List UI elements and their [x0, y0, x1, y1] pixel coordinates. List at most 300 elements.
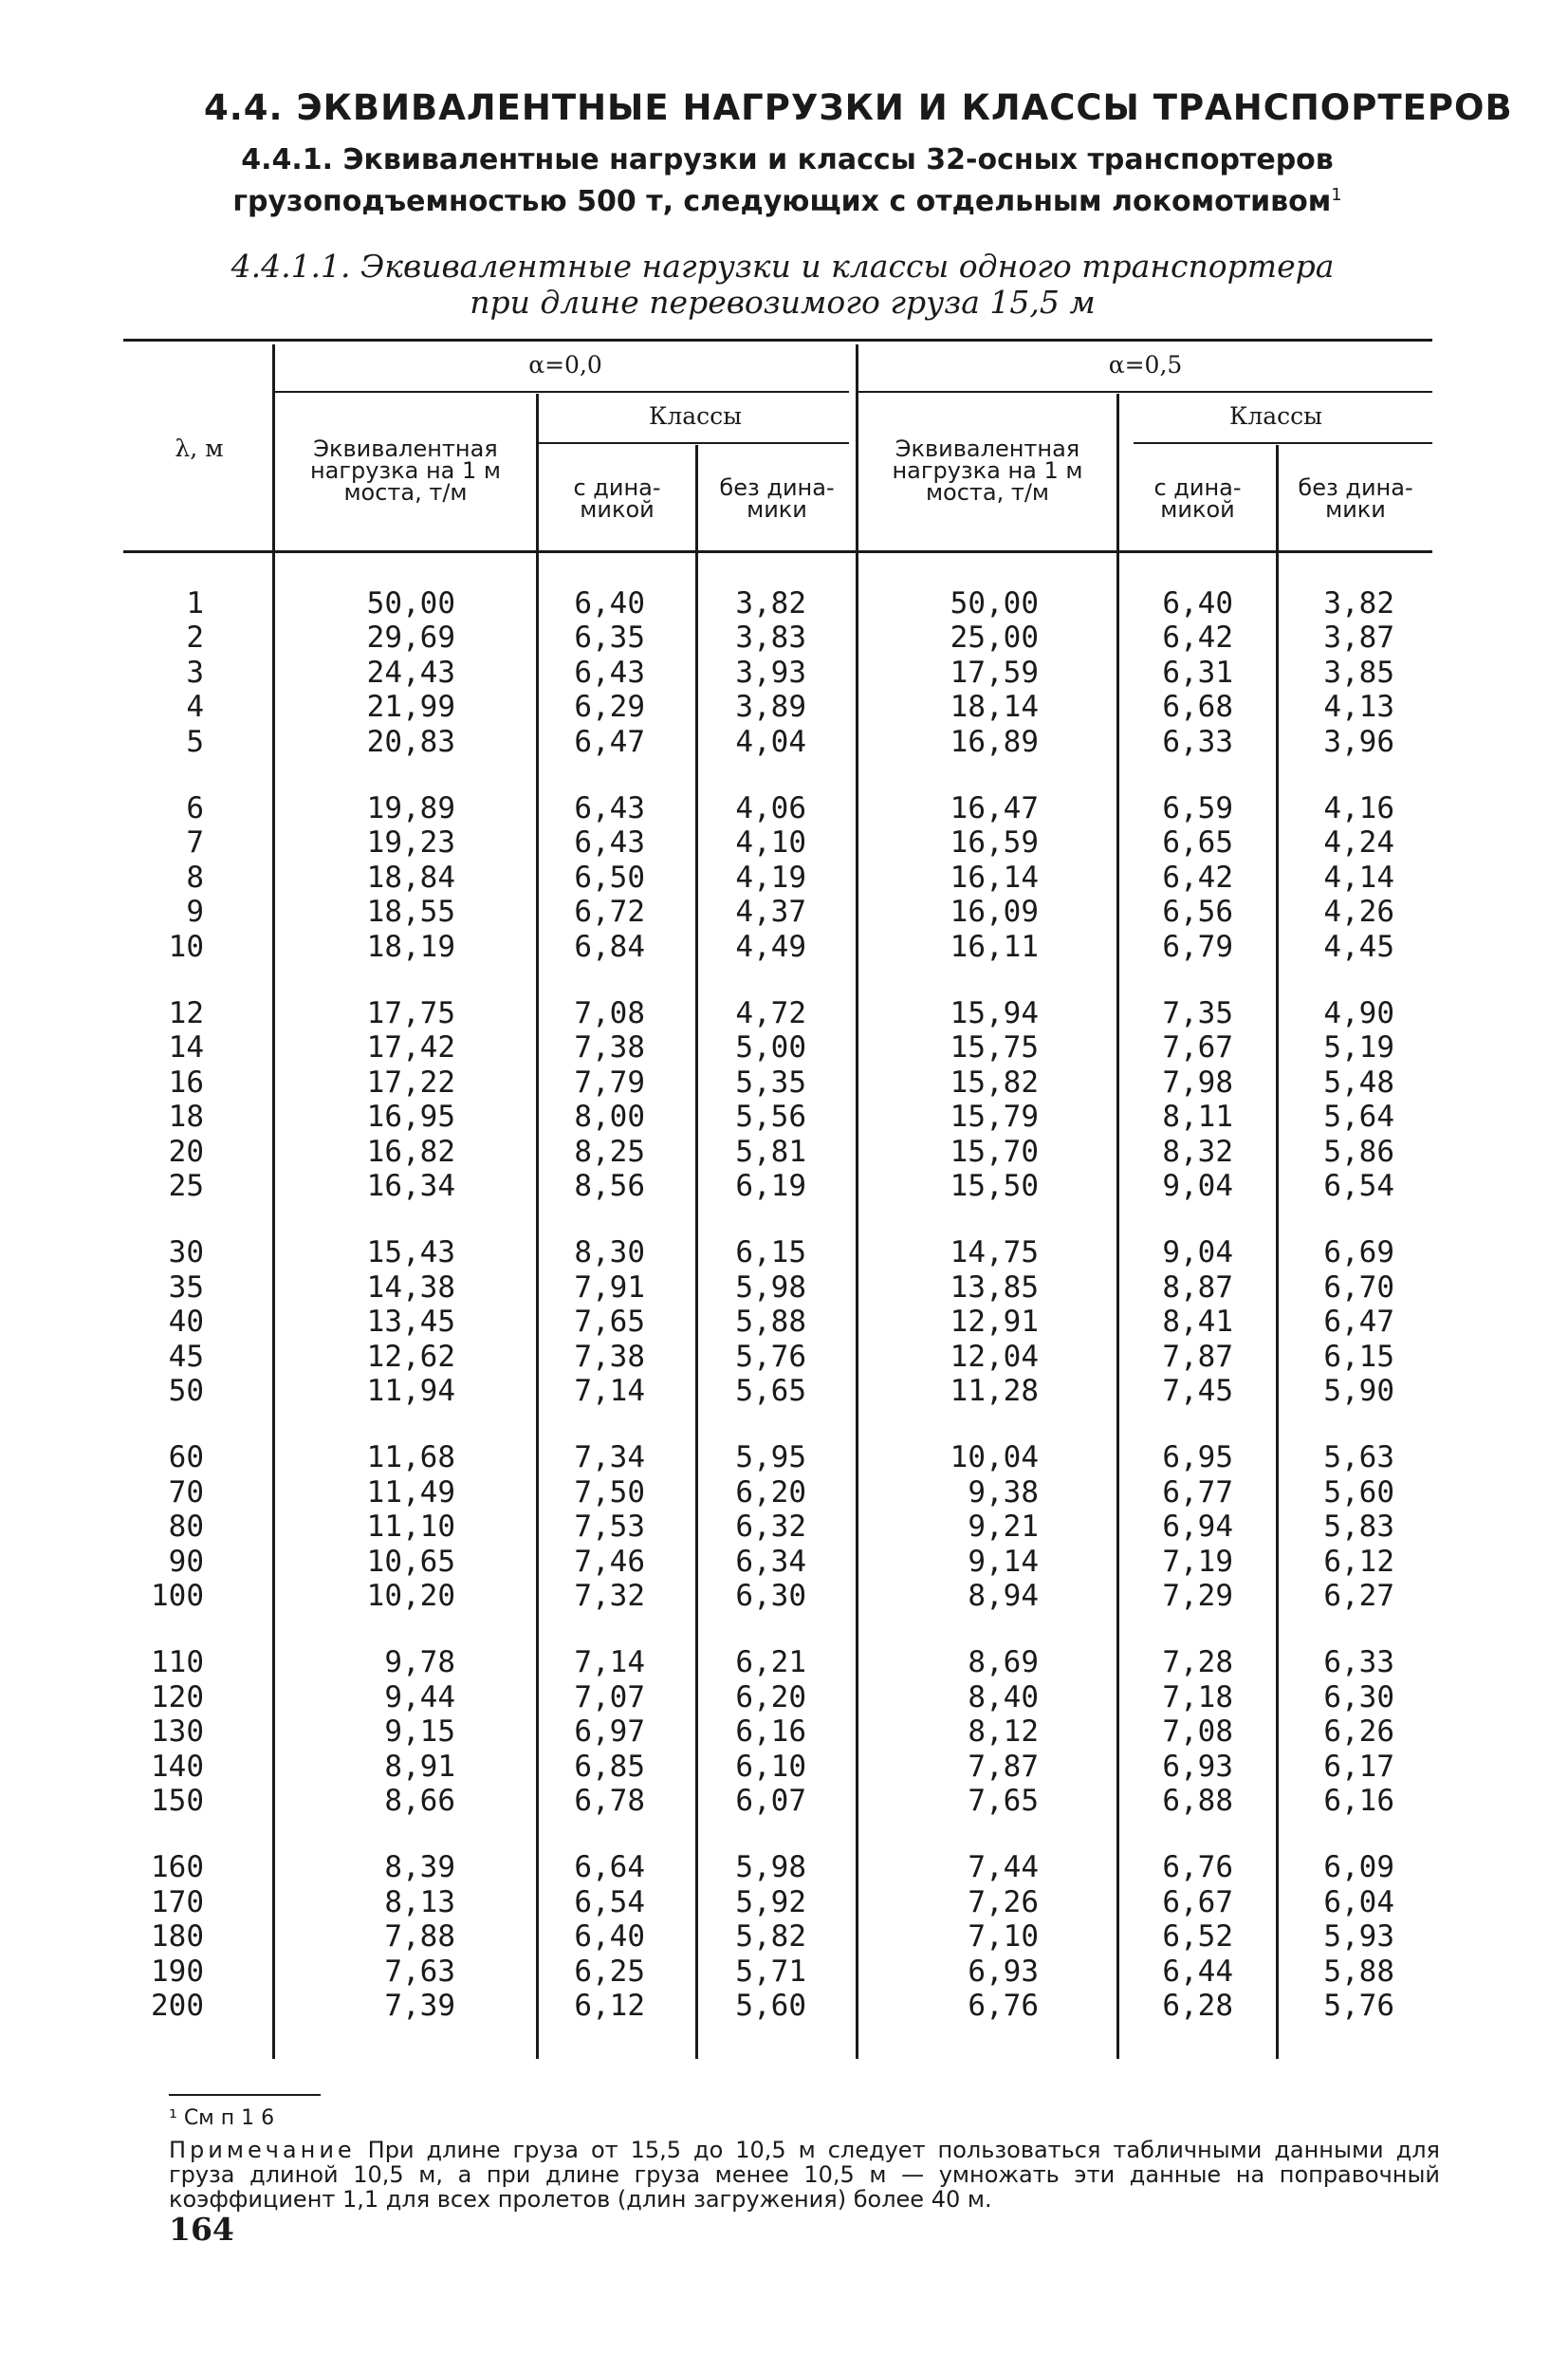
- cell-without-dyn-alpha0: 6,34: [735, 1544, 806, 1579]
- subsection-title-line1: 4.4.1. Эквивалентные нагрузки и классы 32-осных транспортеров: [241, 143, 1334, 176]
- cell-load-alpha0: 13,45: [366, 1305, 455, 1340]
- cell-lambda: 110: [151, 1645, 204, 1680]
- cell-without-dyn-alpha05: 5,83: [1323, 1510, 1394, 1545]
- cell-without-dyn-alpha05: 4,24: [1323, 825, 1394, 861]
- cell-with-dyn-alpha05: 6,68: [1162, 690, 1233, 725]
- cell-without-dyn-alpha05: 3,87: [1323, 621, 1394, 656]
- cell-with-dyn-alpha05: 6,33: [1162, 724, 1233, 759]
- cell-without-dyn-alpha0: 3,93: [735, 655, 806, 690]
- header-bottom-rule: [123, 550, 1432, 553]
- table-caption-line2: при длине перевозимого груза 15,5 м: [470, 284, 1096, 321]
- cell-without-dyn-alpha0: 5,65: [735, 1374, 806, 1408]
- cell-with-dyn-alpha0: 7,08: [574, 996, 645, 1030]
- header-equiv-load-05-line1: Эквивалентная: [895, 435, 1080, 462]
- cell-load-alpha05: 8,94: [968, 1579, 1039, 1613]
- cell-lambda: 3: [186, 655, 204, 690]
- cell-with-dyn-alpha05: 9,04: [1162, 1169, 1233, 1203]
- cell-without-dyn-alpha05: 5,93: [1323, 1919, 1394, 1955]
- cell-without-dyn-alpha05: 6,16: [1323, 1784, 1394, 1818]
- cell-load-alpha0: 11,94: [366, 1374, 455, 1408]
- cell-with-dyn-alpha0: 6,78: [574, 1784, 645, 1818]
- cell-load-alpha0: 7,63: [384, 1954, 455, 1989]
- cell-without-dyn-alpha05: 6,69: [1323, 1235, 1394, 1270]
- cell-with-dyn-alpha0: 6,29: [574, 690, 645, 725]
- cell-without-dyn-alpha0: 4,19: [735, 860, 806, 895]
- cell-without-dyn-alpha0: 4,04: [735, 724, 806, 759]
- header-with-dyn-05: [1119, 474, 1276, 523]
- cell-load-alpha0: 9,15: [384, 1714, 455, 1750]
- cell-with-dyn-alpha0: 8,00: [574, 1100, 645, 1135]
- header-without-dyn-0-line2: мики: [747, 496, 807, 523]
- cell-without-dyn-alpha05: 5,88: [1323, 1954, 1394, 1989]
- cell-load-alpha05: 25,00: [950, 621, 1039, 656]
- cell-lambda: 20: [168, 1134, 204, 1169]
- cell-without-dyn-alpha0: 5,95: [735, 1440, 806, 1475]
- cell-without-dyn-alpha05: 4,26: [1323, 895, 1394, 930]
- cell-lambda: 190: [151, 1954, 204, 1989]
- cell-without-dyn-alpha05: 6,26: [1323, 1714, 1394, 1750]
- cell-load-alpha0: 7,88: [384, 1919, 455, 1955]
- header-without-dyn-05-line1: без дина-: [1298, 474, 1413, 501]
- cell-lambda: 5: [186, 724, 204, 759]
- cell-without-dyn-alpha0: 5,60: [735, 1989, 806, 2023]
- cell-with-dyn-alpha05: 7,67: [1162, 1030, 1233, 1065]
- cell-with-dyn-alpha05: 6,67: [1162, 1884, 1233, 1919]
- cell-without-dyn-alpha05: 3,82: [1323, 586, 1394, 621]
- cell-with-dyn-alpha0: 7,14: [574, 1374, 645, 1408]
- cell-without-dyn-alpha05: 4,13: [1323, 690, 1394, 725]
- cell-load-alpha0: 19,23: [366, 825, 455, 861]
- cell-with-dyn-alpha05: 6,93: [1162, 1749, 1233, 1784]
- cell-with-dyn-alpha0: 7,34: [574, 1440, 645, 1475]
- cell-without-dyn-alpha0: 6,07: [735, 1784, 806, 1818]
- cell-with-dyn-alpha0: 8,30: [574, 1235, 645, 1270]
- cell-load-alpha0: 7,39: [384, 1989, 455, 2023]
- cell-load-alpha0: 17,42: [366, 1030, 455, 1065]
- cell-without-dyn-alpha05: 6,54: [1323, 1169, 1394, 1203]
- cell-without-dyn-alpha0: 5,82: [735, 1919, 806, 1955]
- cell-without-dyn-alpha0: 5,56: [735, 1100, 806, 1135]
- cell-lambda: 12: [168, 996, 204, 1030]
- cell-without-dyn-alpha0: 4,06: [735, 791, 806, 825]
- cell-load-alpha05: 11,28: [950, 1374, 1039, 1408]
- cell-with-dyn-alpha0: 7,14: [574, 1645, 645, 1680]
- cell-load-alpha05: 6,93: [968, 1954, 1039, 1989]
- footnote: ¹ См п 1 6: [169, 2106, 275, 2130]
- cell-lambda: 120: [151, 1679, 204, 1714]
- cell-load-alpha0: 9,44: [384, 1679, 455, 1714]
- cell-load-alpha0: 10,65: [366, 1544, 455, 1579]
- header-equiv-load-05-line2: нагрузка на 1 м: [892, 457, 1083, 484]
- cell-load-alpha05: 10,04: [950, 1440, 1039, 1475]
- cell-load-alpha05: 15,79: [950, 1100, 1039, 1135]
- cell-with-dyn-alpha0: 6,85: [574, 1749, 645, 1784]
- cell-without-dyn-alpha05: 5,90: [1323, 1374, 1394, 1408]
- cell-lambda: 70: [168, 1474, 204, 1510]
- cell-load-alpha05: 15,75: [950, 1030, 1039, 1065]
- cell-with-dyn-alpha05: 6,76: [1162, 1850, 1233, 1885]
- cell-load-alpha05: 16,14: [950, 860, 1039, 895]
- cell-load-alpha05: 7,87: [968, 1749, 1039, 1784]
- cell-with-dyn-alpha05: 6,56: [1162, 895, 1233, 930]
- header-with-dyn-05-line1: с дина-: [1153, 474, 1242, 501]
- header-equiv-load-0: [280, 435, 531, 506]
- cell-without-dyn-alpha0: 4,49: [735, 929, 806, 964]
- cell-load-alpha05: 15,70: [950, 1134, 1039, 1169]
- cell-with-dyn-alpha05: 6,44: [1162, 1954, 1233, 1989]
- header-with-dyn-0-line2: микой: [580, 496, 655, 523]
- cell-load-alpha0: 8,13: [384, 1884, 455, 1919]
- cell-lambda: 2: [186, 621, 204, 656]
- cell-load-alpha05: 16,47: [950, 791, 1039, 825]
- header-alpha05: α=0,5: [1108, 351, 1183, 379]
- cell-without-dyn-alpha0: 3,89: [735, 690, 806, 725]
- header-classes-0: Классы: [648, 402, 743, 430]
- cell-with-dyn-alpha0: 6,12: [574, 1989, 645, 2023]
- cell-with-dyn-alpha05: 7,87: [1162, 1339, 1233, 1374]
- cell-load-alpha05: 7,10: [968, 1919, 1039, 1955]
- cell-lambda: 4: [186, 690, 204, 725]
- cell-with-dyn-alpha05: 7,35: [1162, 996, 1233, 1030]
- cell-load-alpha05: 7,65: [968, 1784, 1039, 1818]
- cell-without-dyn-alpha0: 3,82: [735, 586, 806, 621]
- header-with-dyn-05-line2: микой: [1160, 496, 1235, 523]
- cell-lambda: 50: [168, 1374, 204, 1408]
- cell-with-dyn-alpha05: 6,42: [1162, 621, 1233, 656]
- cell-without-dyn-alpha05: 4,16: [1323, 791, 1394, 825]
- header-without-dyn-05: [1279, 474, 1432, 523]
- cell-without-dyn-alpha05: 3,85: [1323, 655, 1394, 690]
- cell-load-alpha0: 17,75: [366, 996, 455, 1030]
- cell-without-dyn-alpha05: 6,33: [1323, 1645, 1394, 1680]
- cell-with-dyn-alpha0: 6,72: [574, 895, 645, 930]
- cell-load-alpha05: 50,00: [950, 586, 1039, 621]
- cell-load-alpha05: 8,40: [968, 1679, 1039, 1714]
- cell-without-dyn-alpha0: 5,00: [735, 1030, 806, 1065]
- cell-without-dyn-alpha05: 5,86: [1323, 1134, 1394, 1169]
- cell-load-alpha0: 15,43: [366, 1235, 455, 1270]
- cell-without-dyn-alpha05: 5,64: [1323, 1100, 1394, 1135]
- cell-with-dyn-alpha0: 6,54: [574, 1884, 645, 1919]
- cell-with-dyn-alpha0: 6,40: [574, 1919, 645, 1955]
- cell-without-dyn-alpha05: 5,63: [1323, 1440, 1394, 1475]
- cell-with-dyn-alpha0: 6,35: [574, 621, 645, 656]
- cell-with-dyn-alpha05: 6,31: [1162, 655, 1233, 690]
- cell-lambda: 140: [151, 1749, 204, 1784]
- cell-with-dyn-alpha0: 6,50: [574, 860, 645, 895]
- cell-with-dyn-alpha0: 8,25: [574, 1134, 645, 1169]
- cell-lambda: 16: [168, 1065, 204, 1100]
- cell-with-dyn-alpha05: 6,42: [1162, 860, 1233, 895]
- cell-load-alpha05: 16,59: [950, 825, 1039, 861]
- cell-load-alpha0: 16,82: [366, 1134, 455, 1169]
- cell-with-dyn-alpha05: 6,95: [1162, 1440, 1233, 1475]
- cell-load-alpha05: 16,89: [950, 724, 1039, 759]
- cell-load-alpha05: 16,09: [950, 895, 1039, 930]
- cell-with-dyn-alpha0: 7,65: [574, 1305, 645, 1340]
- cell-load-alpha05: 17,59: [950, 655, 1039, 690]
- cell-with-dyn-alpha0: 6,40: [574, 586, 645, 621]
- cell-load-alpha0: 18,84: [366, 860, 455, 895]
- col-divider-4: [856, 344, 858, 2059]
- footnote-rule: [169, 2094, 321, 2096]
- cell-lambda: 100: [151, 1579, 204, 1613]
- cell-with-dyn-alpha05: 8,32: [1162, 1134, 1233, 1169]
- cell-with-dyn-alpha0: 6,43: [574, 791, 645, 825]
- cell-without-dyn-alpha05: 5,19: [1323, 1030, 1394, 1065]
- cell-lambda: 200: [151, 1989, 204, 2023]
- table-top-rule: [123, 339, 1432, 342]
- cell-lambda: 35: [168, 1269, 204, 1305]
- cell-without-dyn-alpha0: 6,20: [735, 1474, 806, 1510]
- cell-lambda: 8: [186, 860, 204, 895]
- cell-load-alpha0: 24,43: [366, 655, 455, 690]
- cell-with-dyn-alpha0: 7,79: [574, 1065, 645, 1100]
- cell-without-dyn-alpha05: 4,45: [1323, 929, 1394, 964]
- cell-lambda: 1: [186, 586, 204, 621]
- cell-without-dyn-alpha05: 6,04: [1323, 1884, 1394, 1919]
- table-caption: [228, 249, 1337, 321]
- cell-without-dyn-alpha05: 5,76: [1323, 1989, 1394, 2023]
- cell-without-dyn-alpha05: 6,09: [1323, 1850, 1394, 1885]
- cell-without-dyn-alpha05: 6,12: [1323, 1544, 1394, 1579]
- cell-with-dyn-alpha05: 7,28: [1162, 1645, 1233, 1680]
- cell-without-dyn-alpha0: 5,92: [735, 1884, 806, 1919]
- subsection-title: [171, 142, 1404, 219]
- header-classes-05: Классы: [1228, 402, 1323, 430]
- cell-without-dyn-alpha0: 4,37: [735, 895, 806, 930]
- cell-without-dyn-alpha0: 5,76: [735, 1339, 806, 1374]
- cell-without-dyn-alpha0: 5,81: [735, 1134, 806, 1169]
- note-text: При длине груза от 15,5 до 10,5 м следует пользоваться табличными данными для груза длиной 10,5 м, а при длине груза менее 10,5 м — умножать эти данные на поправочный коэффициент 1,1 для всех пролетов (длин загружения) более 40 м.: [169, 2137, 1440, 2213]
- footnote-mark: 1: [1331, 185, 1342, 205]
- cell-load-alpha0: 12,62: [366, 1339, 455, 1374]
- header-rule-alpha0: [275, 391, 849, 393]
- cell-load-alpha05: 16,11: [950, 929, 1039, 964]
- cell-load-alpha05: 12,04: [950, 1339, 1039, 1374]
- cell-load-alpha0: 29,69: [366, 621, 455, 656]
- page-number: 164: [169, 2211, 234, 2248]
- cell-without-dyn-alpha0: 4,10: [735, 825, 806, 861]
- cell-with-dyn-alpha0: 6,47: [574, 724, 645, 759]
- cell-lambda: 160: [151, 1850, 204, 1885]
- cell-lambda: 150: [151, 1784, 204, 1818]
- cell-without-dyn-alpha05: 5,60: [1323, 1474, 1394, 1510]
- cell-with-dyn-alpha0: 6,97: [574, 1714, 645, 1750]
- cell-lambda: 45: [168, 1339, 204, 1374]
- cell-load-alpha05: 12,91: [950, 1305, 1039, 1340]
- cell-without-dyn-alpha0: 3,83: [735, 621, 806, 656]
- cell-without-dyn-alpha05: 6,47: [1323, 1305, 1394, 1340]
- cell-without-dyn-alpha0: 6,10: [735, 1749, 806, 1784]
- cell-load-alpha0: 14,38: [366, 1269, 455, 1305]
- cell-with-dyn-alpha0: 6,84: [574, 929, 645, 964]
- cell-without-dyn-alpha0: 6,32: [735, 1510, 806, 1545]
- cell-without-dyn-alpha05: 4,14: [1323, 860, 1394, 895]
- cell-lambda: 60: [168, 1440, 204, 1475]
- cell-load-alpha05: 6,76: [968, 1989, 1039, 2023]
- header-without-dyn-05-line2: мики: [1325, 496, 1386, 523]
- cell-with-dyn-alpha05: 6,28: [1162, 1989, 1233, 2023]
- cell-with-dyn-alpha0: 7,50: [574, 1474, 645, 1510]
- section-title: 4.4. ЭКВИВАЛЕНТНЫЕ НАГРУЗКИ И КЛАССЫ ТРАНСПОРТЕРОВ: [204, 87, 1513, 128]
- cell-lambda: 25: [168, 1169, 204, 1203]
- cell-load-alpha0: 11,49: [366, 1474, 455, 1510]
- cell-without-dyn-alpha05: 5,48: [1323, 1065, 1394, 1100]
- cell-with-dyn-alpha05: 6,40: [1162, 586, 1233, 621]
- cell-with-dyn-alpha05: 6,52: [1162, 1919, 1233, 1955]
- cell-lambda: 40: [168, 1305, 204, 1340]
- cell-with-dyn-alpha05: 6,79: [1162, 929, 1233, 964]
- cell-with-dyn-alpha0: 7,91: [574, 1269, 645, 1305]
- header-rule-alpha05: [858, 391, 1432, 393]
- cell-load-alpha0: 20,83: [366, 724, 455, 759]
- cell-with-dyn-alpha05: 6,77: [1162, 1474, 1233, 1510]
- cell-lambda: 7: [186, 825, 204, 861]
- cell-with-dyn-alpha0: 6,43: [574, 655, 645, 690]
- header-without-dyn-0-line1: без дина-: [719, 474, 835, 501]
- cell-load-alpha05: 15,50: [950, 1169, 1039, 1203]
- cell-load-alpha0: 9,78: [384, 1645, 455, 1680]
- cell-load-alpha05: 14,75: [950, 1235, 1039, 1270]
- cell-without-dyn-alpha0: 6,21: [735, 1645, 806, 1680]
- cell-without-dyn-alpha0: 5,35: [735, 1065, 806, 1100]
- cell-load-alpha0: 50,00: [366, 586, 455, 621]
- cell-load-alpha0: 16,34: [366, 1169, 455, 1203]
- cell-with-dyn-alpha0: 7,46: [574, 1544, 645, 1579]
- cell-lambda: 14: [168, 1030, 204, 1065]
- cell-without-dyn-alpha0: 6,19: [735, 1169, 806, 1203]
- cell-without-dyn-alpha0: 6,30: [735, 1579, 806, 1613]
- cell-with-dyn-alpha05: 8,87: [1162, 1269, 1233, 1305]
- table-caption-line1: 4.4.1.1. Эквивалентные нагрузки и классы одного транспортера: [231, 248, 1335, 285]
- cell-without-dyn-alpha05: 6,70: [1323, 1269, 1394, 1305]
- cell-without-dyn-alpha0: 5,98: [735, 1269, 806, 1305]
- cell-with-dyn-alpha0: 6,43: [574, 825, 645, 861]
- cell-load-alpha05: 18,14: [950, 690, 1039, 725]
- cell-load-alpha0: 18,19: [366, 929, 455, 964]
- cell-lambda: 80: [168, 1510, 204, 1545]
- cell-without-dyn-alpha0: 6,16: [735, 1714, 806, 1750]
- header-with-dyn-0-line1: с дина-: [573, 474, 661, 501]
- cell-with-dyn-alpha05: 6,65: [1162, 825, 1233, 861]
- cell-load-alpha0: 10,20: [366, 1579, 455, 1613]
- cell-load-alpha0: 16,95: [366, 1100, 455, 1135]
- cell-without-dyn-alpha0: 6,15: [735, 1235, 806, 1270]
- cell-without-dyn-alpha05: 6,27: [1323, 1579, 1394, 1613]
- cell-with-dyn-alpha05: 7,19: [1162, 1544, 1233, 1579]
- cell-lambda: 18: [168, 1100, 204, 1135]
- cell-with-dyn-alpha05: 6,59: [1162, 791, 1233, 825]
- cell-lambda: 170: [151, 1884, 204, 1919]
- cell-with-dyn-alpha0: 6,25: [574, 1954, 645, 1989]
- cell-load-alpha05: 13,85: [950, 1269, 1039, 1305]
- cell-with-dyn-alpha0: 6,64: [574, 1850, 645, 1885]
- cell-load-alpha05: 15,82: [950, 1065, 1039, 1100]
- cell-with-dyn-alpha0: 7,38: [574, 1030, 645, 1065]
- cell-without-dyn-alpha05: 6,15: [1323, 1339, 1394, 1374]
- cell-with-dyn-alpha05: 6,88: [1162, 1784, 1233, 1818]
- cell-load-alpha05: 15,94: [950, 996, 1039, 1030]
- cell-without-dyn-alpha0: 5,98: [735, 1850, 806, 1885]
- cell-with-dyn-alpha05: 8,41: [1162, 1305, 1233, 1340]
- cell-load-alpha05: 7,26: [968, 1884, 1039, 1919]
- cell-with-dyn-alpha0: 7,53: [574, 1510, 645, 1545]
- note: [169, 2138, 1440, 2212]
- cell-without-dyn-alpha05: 4,90: [1323, 996, 1394, 1030]
- cell-with-dyn-alpha0: 7,32: [574, 1579, 645, 1613]
- header-equiv-load-05: [860, 435, 1115, 506]
- cell-load-alpha0: 8,39: [384, 1850, 455, 1885]
- header-equiv-load-0-line1: Эквивалентная: [313, 435, 498, 462]
- cell-without-dyn-alpha05: 6,30: [1323, 1679, 1394, 1714]
- cell-load-alpha0: 21,99: [366, 690, 455, 725]
- cell-with-dyn-alpha0: 8,56: [574, 1169, 645, 1203]
- cell-lambda: 9: [186, 895, 204, 930]
- subsection-title-line2: [171, 177, 1404, 219]
- cell-without-dyn-alpha05: 6,17: [1323, 1749, 1394, 1784]
- cell-load-alpha05: 7,44: [968, 1850, 1039, 1885]
- cell-lambda: 30: [168, 1235, 204, 1270]
- cell-with-dyn-alpha05: 7,29: [1162, 1579, 1233, 1613]
- cell-load-alpha05: 9,14: [968, 1544, 1039, 1579]
- subsection-title-line2-text: грузоподъемностью 500 т, следующих с отдельным локомотивом: [232, 185, 1332, 218]
- cell-load-alpha0: 19,89: [366, 791, 455, 825]
- cell-without-dyn-alpha05: 3,96: [1323, 724, 1394, 759]
- cell-with-dyn-alpha05: 8,11: [1162, 1100, 1233, 1135]
- cell-without-dyn-alpha0: 6,20: [735, 1679, 806, 1714]
- header-alpha0: α=0,0: [528, 351, 602, 379]
- cell-lambda: 180: [151, 1919, 204, 1955]
- cell-load-alpha0: 11,68: [366, 1440, 455, 1475]
- cell-lambda: 6: [186, 791, 204, 825]
- header-rule-classes0: [539, 442, 849, 444]
- cell-lambda: 10: [168, 929, 204, 964]
- cell-without-dyn-alpha0: 4,72: [735, 996, 806, 1030]
- cell-load-alpha0: 8,91: [384, 1749, 455, 1784]
- cell-load-alpha05: 9,38: [968, 1474, 1039, 1510]
- cell-with-dyn-alpha05: 7,08: [1162, 1714, 1233, 1750]
- cell-with-dyn-alpha05: 7,18: [1162, 1679, 1233, 1714]
- cell-with-dyn-alpha05: 9,04: [1162, 1235, 1233, 1270]
- cell-load-alpha0: 11,10: [366, 1510, 455, 1545]
- note-label: Примечание: [169, 2137, 356, 2163]
- cell-load-alpha05: 8,69: [968, 1645, 1039, 1680]
- cell-lambda: 90: [168, 1544, 204, 1579]
- header-equiv-load-0-line2: нагрузка на 1 м: [309, 457, 502, 484]
- cell-without-dyn-alpha0: 5,88: [735, 1305, 806, 1340]
- cell-load-alpha0: 18,55: [366, 895, 455, 930]
- cell-load-alpha0: 17,22: [366, 1065, 455, 1100]
- cell-without-dyn-alpha0: 5,71: [735, 1954, 806, 1989]
- header-without-dyn-0: [698, 474, 856, 523]
- cell-with-dyn-alpha05: 6,94: [1162, 1510, 1233, 1545]
- cell-with-dyn-alpha0: 7,38: [574, 1339, 645, 1374]
- cell-load-alpha05: 8,12: [968, 1714, 1039, 1750]
- cell-lambda: 130: [151, 1714, 204, 1750]
- cell-with-dyn-alpha05: 7,45: [1162, 1374, 1233, 1408]
- cell-with-dyn-alpha0: 7,07: [574, 1679, 645, 1714]
- cell-with-dyn-alpha05: 7,98: [1162, 1065, 1233, 1100]
- header-rule-classes05: [1134, 442, 1432, 444]
- header-equiv-load-0-line3: моста, т/м: [343, 479, 468, 506]
- header-lambda: λ, м: [175, 435, 224, 462]
- col-divider-1: [272, 344, 275, 2059]
- cell-load-alpha05: 9,21: [968, 1510, 1039, 1545]
- header-equiv-load-05-line3: моста, т/м: [925, 479, 1050, 506]
- header-with-dyn-0: [539, 474, 695, 523]
- cell-load-alpha0: 8,66: [384, 1784, 455, 1818]
